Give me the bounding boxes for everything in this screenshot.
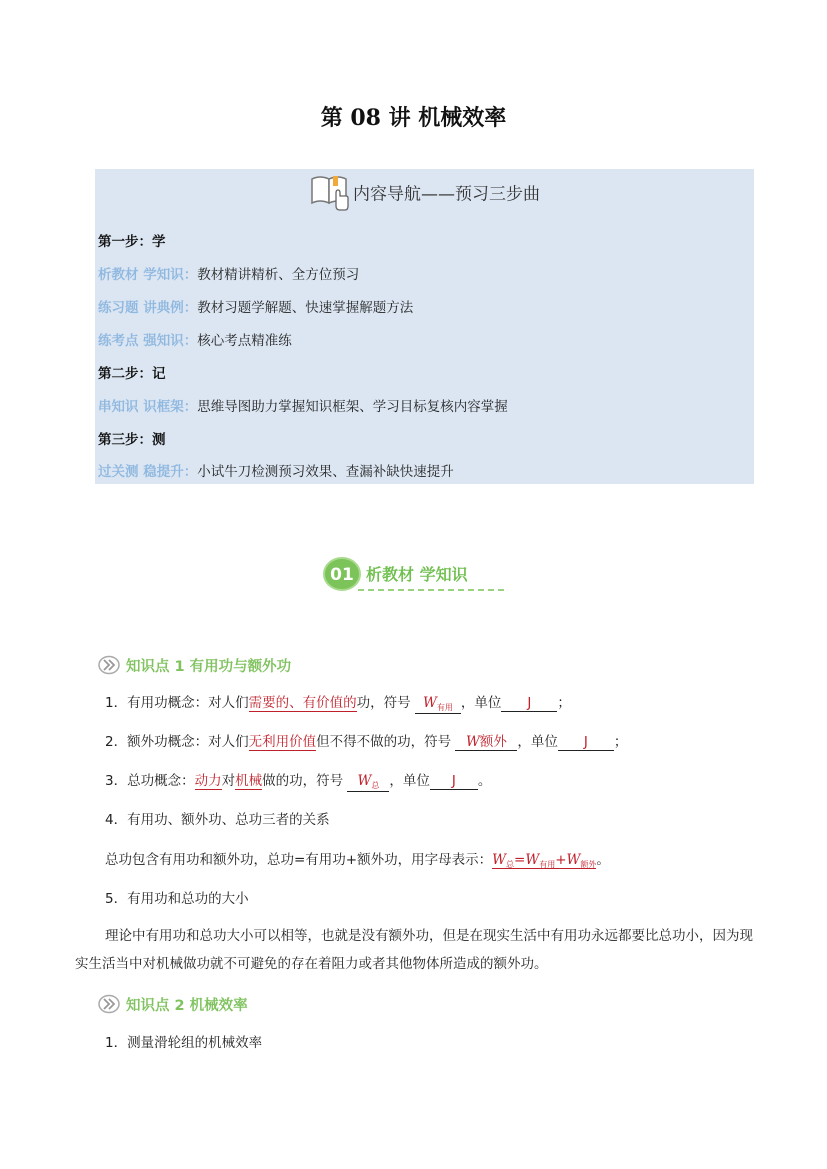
kp1-item-1: 1．有用功概念：对人们需要的、有价值的功，符号 $W_{有用}$ ，单位 J ； — [105, 695, 571, 712]
kp2-item-1: 1．测量滑轮组的机械效率 — [105, 1035, 263, 1051]
nav-heading — [95, 173, 754, 216]
kp1-item-4: 4．有用功、额外功、总功三者的关系 — [105, 812, 330, 828]
section-number-badge — [323, 556, 363, 592]
knowledge-point-2-heading: 知识点 2 机械效率 — [98, 994, 248, 1018]
svg-text:01: 01 — [330, 565, 354, 585]
kp1-item-2: 2．额外功概念：对人们无利用价值但不得不做的功，符号 W额外 ，单位 J ； — [105, 730, 627, 751]
book-hand-icon — [309, 173, 351, 216]
nav-item-practice: 练习题 讲典例：教材习题学解题、快速掌握解题方法 — [98, 300, 414, 316]
double-chevron-icon — [98, 994, 120, 1018]
step-2-label: 第二步：记 — [98, 366, 166, 382]
step-3-label: 第三步：测 — [98, 432, 166, 448]
nav-item-test: 过关测 稳提升：小试牛刀检测预习效果、查漏补缺快速提升 — [98, 464, 454, 480]
nav-item-learn: 析教材 学知识：教材精讲精析、全方位预习 — [98, 267, 360, 283]
knowledge-point-1-heading: 知识点 1 有用功与额外功 — [98, 655, 291, 679]
total-work-formula: $W_总=W_{有用}+W_{额外}$ — [492, 852, 597, 869]
nav-heading-text: 内容导航——预习三步曲 — [353, 184, 540, 205]
kp1-item-3: 3．总功概念：动力对机械做的功，符号 $W_总$ ，单位 J 。 — [105, 773, 492, 790]
nav-item-exam-points: 练考点 强知识：核心考点精准练 — [98, 333, 292, 349]
kp1-item-5-paragraph: 理论中有用功和总功大小可以相等，也就是没有额外功，但是在现实生活中有用功永远都要比总功小，因为现实生活当中对机械做功就不可避免的存在着阻力或者其他物体所造成的额外功。 — [75, 928, 753, 972]
step-1-label: 第一步：学 — [98, 234, 166, 250]
section-title: 析教材 学知识 — [366, 565, 468, 584]
kp1-item-5: 5．有用功和总功的大小 — [105, 891, 249, 907]
content-navigation-box — [95, 169, 754, 484]
double-chevron-icon — [98, 655, 120, 679]
section-underline — [358, 589, 504, 591]
page-title: 第 08 讲 机械效率 — [320, 105, 507, 131]
nav-item-framework: 串知识 识框架：思维导图助力掌握知识框架、学习目标复核内容掌握 — [98, 399, 508, 415]
kp1-item-4-text: 总功包含有用功和额外功，总功=有用功+额外功，用字母表示：$W_总=W_{有用}+W_{额外}$。 — [105, 852, 610, 869]
